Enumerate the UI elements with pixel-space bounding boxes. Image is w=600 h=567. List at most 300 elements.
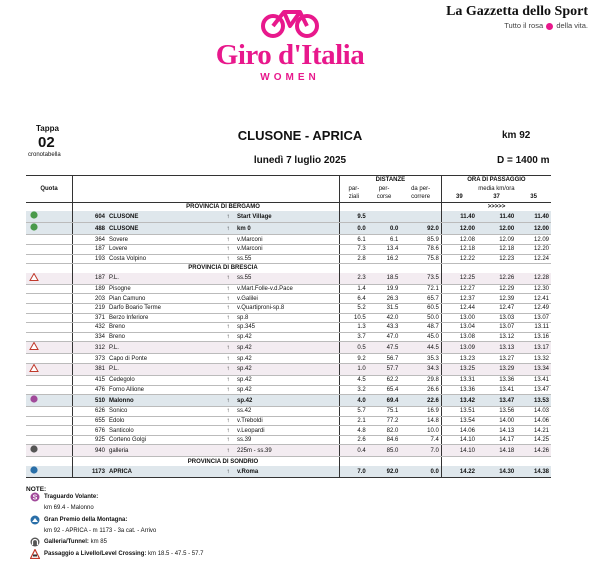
cell-time-39: 13.36 bbox=[441, 385, 477, 395]
cell-quota: 373 bbox=[73, 354, 108, 364]
cell-quota: 415 bbox=[73, 375, 108, 385]
cell-parziali: 3.7 bbox=[340, 332, 368, 342]
cell-time-37: 13.56 bbox=[477, 407, 516, 417]
note-gpm-text: km 92 - APRICA - m 1173 - 3a cat. - Arrivo bbox=[44, 528, 157, 534]
direction-arrow-icon: ↑ bbox=[221, 375, 235, 385]
direction-arrow-icon: ↑ bbox=[221, 363, 235, 375]
timetable: Quota DISTANZE ORA DI PASSAGGIO par- per- da per- media km/ora ziali corse correre 39 37 35 PROVINCIA DI BERGAMO >>>>> 604 CLUSONE ↑ Start Village 9.5 11.40 11.40 11.40 488 CLUSONE ↑ km 0 0.0 0.0 92.0 12.00 12.00 12.00 364 Sovere ↑ v.Marconi 6.1 6.1 85.9 12.08 12.09 12.09 187 Lovere ↑ v.Marconi 7.3 13.4 78.6 12.18 12.18 12.20 193 Costa Volpino ↑ ss.55 2.8 16.2 75.8 12.22 12.23 12.24 PROVINCIA DI BRESCIA 187 P.L. ↑ ss.55 2.3 18.5 73.5 12.25 12.26 12.28 189 Pisogne ↑ v.Mart.Folle-v.d.Pace 1.4 19.9 72.1 12.27 12.29 12.30 203 Pian Camuno ↑ v.Galilei 6.4 26.3 65.7 12.37 12.39 12.41 219 Darfo Boario Terme ↑ v.Quartiproni-sp.8 5.2 31.5 60.5 12.44 12.47 12.49 371 Berzo Inferiore ↑ sp.8 10.5 42.0 50.0 13.00 13.03 13.07 432 Breno ↑ sp.345 1.3 43.3 48.7 13.04 13.07 13.11 334 Breno ↑ sp.42 3.7 47.0 45.0 13.08 13.12 13.16 312 P.L. ↑ sp.42 0.5 47.5 44.5 13.09 13.13 13.17 373 Capo di Ponte ↑ sp.42 9.2 56.7 35.3 13.23 13.27 13.32 381 P.L. ↑ sp.42 1.0 57.7 34.3 13.25 13.29 13.34 415 Cedegolo ↑ sp.42 4.5 62.2 29.8 13.31 13.36 13.41 476 Forno Allione ↑ sp.42 3.2 65.4 26.6 13.36 13.41 13.47 510 Malonno ↑ sp.42 4.0 69.4 22.6 13.42 13.47 13.53 626 Sonico ↑ ss.42 5.7 75.1 16.9 13.51 13.56 14.03 655 Edolo ↑ v.Treboldi 2.1 77.2 14.8 13.54 14.00 14.06 676 Santicolo ↑ v.Leopardi 4.8 82.0 10.0 14.06 14.13 14.21 925 Corteno Golgi ↑ ss.39 2.6 84.6 7.4 14.10 14.17 14.25 940 galleria ↑ 225m - ss.39 0.4 85.0 7.0 14.10 14.18 14.26 PROVINCIA DI SONDRIO 1173 APRICA ↑ v.Roma 7.0 92.0 0.0 14.22 14.30 14.38 bbox=[26, 175, 551, 478]
cell-quota: 189 bbox=[73, 284, 108, 294]
table-row bbox=[26, 303, 551, 313]
cell-time-35: 13.17 bbox=[516, 342, 551, 354]
cell-parziali: 5.7 bbox=[340, 407, 368, 417]
cell-time-39: 13.25 bbox=[441, 363, 477, 375]
sponsor-logo bbox=[446, 4, 588, 30]
cell-parziali: 9.5 bbox=[340, 211, 368, 223]
table-row bbox=[26, 211, 551, 223]
cell-time-39: 12.44 bbox=[441, 303, 477, 313]
cell-percorsi: 92.0 bbox=[368, 466, 401, 478]
cell-da-percorrere: 45.0 bbox=[400, 332, 441, 342]
cell-parziali: 2.1 bbox=[340, 416, 368, 426]
sponsor-title: La Gazzetta dello Sport bbox=[446, 4, 588, 19]
cell-time-37: 13.47 bbox=[477, 395, 516, 407]
cell-time-39: 12.37 bbox=[441, 294, 477, 304]
giro-logo bbox=[210, 4, 370, 83]
cell-location: Sovere bbox=[107, 235, 221, 245]
col-distanze: DISTANZE bbox=[340, 176, 442, 185]
table-row bbox=[26, 385, 551, 395]
cell-da-percorrere: 7.0 bbox=[400, 445, 441, 457]
cell-percorsi bbox=[368, 211, 401, 223]
cell-parziali: 1.0 bbox=[340, 363, 368, 375]
cell-road: sp.345 bbox=[235, 323, 340, 333]
cell-time-35: 12.49 bbox=[516, 303, 551, 313]
col-da-percorrere: da per- bbox=[411, 185, 431, 192]
direction-arrow-icon: ↑ bbox=[221, 445, 235, 457]
table-row bbox=[26, 445, 551, 457]
cell-location: Capo di Ponte bbox=[107, 354, 221, 364]
row-icon bbox=[26, 342, 73, 354]
cell-percorsi: 31.5 bbox=[368, 303, 401, 313]
cell-road: Start Village bbox=[235, 211, 340, 223]
cell-quota: 334 bbox=[73, 332, 108, 342]
cell-quota: 203 bbox=[73, 294, 108, 304]
cell-time-37: 14.30 bbox=[477, 466, 516, 478]
table-row bbox=[26, 294, 551, 304]
cell-time-39: 12.00 bbox=[441, 223, 477, 235]
province-name: PROVINCIA DI BRESCIA bbox=[188, 265, 258, 272]
cell-da-percorrere: 85.9 bbox=[400, 235, 441, 245]
cell-quota: 187 bbox=[73, 273, 108, 285]
cell-quota: 626 bbox=[73, 407, 108, 417]
cell-percorsi: 77.2 bbox=[368, 416, 401, 426]
cell-time-37: 13.07 bbox=[477, 323, 516, 333]
cell-percorsi: 43.3 bbox=[368, 323, 401, 333]
cell-time-37: 12.23 bbox=[477, 254, 516, 264]
cell-time-37: 12.29 bbox=[477, 284, 516, 294]
cell-time-35: 13.53 bbox=[516, 395, 551, 407]
cell-da-percorrere: 50.0 bbox=[400, 313, 441, 323]
row-icon bbox=[26, 375, 73, 385]
direction-arrow-icon: ↑ bbox=[221, 342, 235, 354]
cell-da-percorrere: 22.6 bbox=[400, 395, 441, 407]
row-icon bbox=[26, 416, 73, 426]
table-row bbox=[26, 416, 551, 426]
cell-da-percorrere: 44.5 bbox=[400, 342, 441, 354]
cell-percorsi: 47.5 bbox=[368, 342, 401, 354]
cell-quota: 476 bbox=[73, 385, 108, 395]
cell-quota: 381 bbox=[73, 363, 108, 375]
cell-time-39: 13.42 bbox=[441, 395, 477, 407]
cell-time-35: 12.41 bbox=[516, 294, 551, 304]
cell-percorsi: 16.2 bbox=[368, 254, 401, 264]
cell-time-37: 12.47 bbox=[477, 303, 516, 313]
row-icon bbox=[26, 235, 73, 245]
table-row bbox=[26, 332, 551, 342]
row-icon bbox=[26, 313, 73, 323]
cell-road: v.Treboldi bbox=[235, 416, 340, 426]
cell-time-37: 14.17 bbox=[477, 435, 516, 445]
cell-road: v.Quartiproni-sp.8 bbox=[235, 303, 340, 313]
cell-da-percorrere: 75.8 bbox=[400, 254, 441, 264]
cell-time-35: 12.28 bbox=[516, 273, 551, 285]
cell-percorsi: 18.5 bbox=[368, 273, 401, 285]
svg-text:S: S bbox=[32, 494, 38, 502]
row-icon bbox=[26, 244, 73, 254]
cell-location: Forno Allione bbox=[107, 385, 221, 395]
cell-da-percorrere: 29.8 bbox=[400, 375, 441, 385]
direction-arrow-icon: ↑ bbox=[221, 254, 235, 264]
cell-da-percorrere: 34.3 bbox=[400, 363, 441, 375]
note-tunnel: Galleria/Tunnel: km 85 bbox=[44, 539, 107, 545]
cell-road: sp.42 bbox=[235, 363, 340, 375]
note-gpm-title: Gran Premio della Montagna: bbox=[44, 517, 128, 523]
arrows-marker: >>>>> bbox=[487, 204, 506, 211]
direction-arrow-icon: ↑ bbox=[221, 466, 235, 478]
note-level-crossing: Passaggio a Livello/Level Crossing: km 18.5 - 47.5 - 57.7 bbox=[44, 551, 204, 557]
cell-road: sp.42 bbox=[235, 375, 340, 385]
direction-arrow-icon: ↑ bbox=[221, 223, 235, 235]
cell-time-37: 11.40 bbox=[477, 211, 516, 223]
direction-arrow-icon: ↑ bbox=[221, 284, 235, 294]
direction-arrow-icon: ↑ bbox=[221, 416, 235, 426]
cell-road: 225m - ss.39 bbox=[235, 445, 340, 457]
province-row bbox=[26, 202, 551, 211]
row-icon bbox=[26, 407, 73, 417]
cell-parziali: 7.3 bbox=[340, 244, 368, 254]
direction-arrow-icon: ↑ bbox=[221, 395, 235, 407]
cell-time-35: 12.20 bbox=[516, 244, 551, 254]
table-row bbox=[26, 313, 551, 323]
table-row bbox=[26, 284, 551, 294]
cell-time-35: 12.30 bbox=[516, 284, 551, 294]
cell-da-percorrere: 0.0 bbox=[400, 466, 441, 478]
direction-arrow-icon: ↑ bbox=[221, 385, 235, 395]
sponsor-tagline: Tutto il rosa della vita. bbox=[504, 21, 588, 30]
row-icon bbox=[26, 211, 73, 223]
cell-road: v.Roma bbox=[235, 466, 340, 478]
cell-road: ss.39 bbox=[235, 435, 340, 445]
cell-time-37: 13.29 bbox=[477, 363, 516, 375]
row-icon bbox=[26, 294, 73, 304]
table-row bbox=[26, 407, 551, 417]
cell-location: Santicolo bbox=[107, 426, 221, 436]
cell-time-35: 13.41 bbox=[516, 375, 551, 385]
cell-time-35: 14.06 bbox=[516, 416, 551, 426]
row-icon bbox=[26, 273, 73, 285]
cell-da-percorrere: 92.0 bbox=[400, 223, 441, 235]
cell-road: sp.42 bbox=[235, 342, 340, 354]
cell-time-39: 13.23 bbox=[441, 354, 477, 364]
direction-arrow-icon: ↑ bbox=[221, 332, 235, 342]
cell-time-35: 14.38 bbox=[516, 466, 551, 478]
row-icon bbox=[26, 223, 73, 235]
cell-time-39: 12.08 bbox=[441, 235, 477, 245]
cell-parziali: 2.3 bbox=[340, 273, 368, 285]
sprint-icon bbox=[30, 492, 40, 502]
cell-percorsi: 84.6 bbox=[368, 435, 401, 445]
cell-time-35: 12.00 bbox=[516, 223, 551, 235]
cell-time-37: 12.09 bbox=[477, 235, 516, 245]
start-village-icon bbox=[28, 211, 40, 219]
col-media: media km/ora bbox=[441, 185, 551, 194]
tunnel-icon bbox=[28, 445, 40, 453]
stage-date: lunedì 7 luglio 2025 bbox=[253, 155, 347, 166]
cell-quota: 364 bbox=[73, 235, 108, 245]
row-icon bbox=[26, 332, 73, 342]
cell-time-39: 14.06 bbox=[441, 426, 477, 436]
cell-location: Costa Volpino bbox=[107, 254, 221, 264]
table-row bbox=[26, 466, 551, 478]
cell-time-39: 13.54 bbox=[441, 416, 477, 426]
cell-time-39: 13.09 bbox=[441, 342, 477, 354]
note-sprint-text: km 69.4 - Malonno bbox=[44, 505, 94, 511]
stage-length: km 92 bbox=[502, 130, 531, 141]
direction-arrow-icon: ↑ bbox=[221, 244, 235, 254]
row-icon bbox=[26, 426, 73, 436]
direction-arrow-icon: ↑ bbox=[221, 235, 235, 245]
sprint-icon bbox=[28, 395, 40, 403]
cell-parziali: 6.4 bbox=[340, 294, 368, 304]
row-icon bbox=[26, 466, 73, 478]
cell-time-39: 12.22 bbox=[441, 254, 477, 264]
province-name: PROVINCIA DI BERGAMO bbox=[186, 204, 260, 211]
cell-time-39: 12.18 bbox=[441, 244, 477, 254]
bicycle-icon bbox=[260, 4, 320, 38]
cell-quota: 510 bbox=[73, 395, 108, 407]
province-row bbox=[26, 457, 551, 466]
cell-location: CLUSONE bbox=[107, 211, 221, 223]
cell-time-39: 12.27 bbox=[441, 284, 477, 294]
cell-time-35: 14.21 bbox=[516, 426, 551, 436]
cell-time-39: 13.08 bbox=[441, 332, 477, 342]
col-percorsi: per- bbox=[378, 185, 390, 192]
direction-arrow-icon: ↑ bbox=[221, 323, 235, 333]
cell-road: ss.55 bbox=[235, 273, 340, 285]
elevation-gain: D = 1400 m bbox=[497, 155, 550, 166]
cell-road: sp.42 bbox=[235, 395, 340, 407]
table-row bbox=[26, 244, 551, 254]
cell-time-39: 14.10 bbox=[441, 445, 477, 457]
mountain-prize-icon bbox=[30, 515, 40, 525]
cell-quota: 488 bbox=[73, 223, 108, 235]
cell-da-percorrere: 14.8 bbox=[400, 416, 441, 426]
logo-text: Giro d'Italia bbox=[215, 39, 365, 71]
cell-time-39: 14.22 bbox=[441, 466, 477, 478]
cell-road: v.Galilei bbox=[235, 294, 340, 304]
direction-arrow-icon: ↑ bbox=[221, 426, 235, 436]
cell-location: Berzo Inferiore bbox=[107, 313, 221, 323]
cell-time-37: 12.26 bbox=[477, 273, 516, 285]
direction-arrow-icon: ↑ bbox=[221, 303, 235, 313]
cell-time-35: 12.24 bbox=[516, 254, 551, 264]
col-parziali: par- bbox=[340, 185, 368, 194]
cell-location: galleria bbox=[107, 445, 221, 457]
cell-time-39: 13.04 bbox=[441, 323, 477, 333]
row-icon bbox=[26, 303, 73, 313]
direction-arrow-icon: ↑ bbox=[221, 354, 235, 364]
cell-da-percorrere: 7.4 bbox=[400, 435, 441, 445]
cell-time-35: 13.32 bbox=[516, 354, 551, 364]
cell-location: Pian Camuno bbox=[107, 294, 221, 304]
cell-road: km 0 bbox=[235, 223, 340, 235]
cell-parziali: 0.0 bbox=[340, 223, 368, 235]
cell-da-percorrere: 65.7 bbox=[400, 294, 441, 304]
cell-quota: 193 bbox=[73, 254, 108, 264]
table-row bbox=[26, 273, 551, 285]
cell-location: Cedegolo bbox=[107, 375, 221, 385]
cell-percorsi: 42.0 bbox=[368, 313, 401, 323]
cell-quota: 1173 bbox=[73, 466, 108, 478]
cell-time-35: 13.07 bbox=[516, 313, 551, 323]
cell-location: Sonico bbox=[107, 407, 221, 417]
cell-parziali: 4.0 bbox=[340, 395, 368, 407]
table-row bbox=[26, 323, 551, 333]
row-icon bbox=[26, 385, 73, 395]
cell-quota: 925 bbox=[73, 435, 108, 445]
finish-icon bbox=[28, 466, 40, 474]
tappa-label: Tappa bbox=[36, 124, 59, 133]
cell-percorsi: 75.1 bbox=[368, 407, 401, 417]
speed-35: 35 bbox=[530, 194, 537, 201]
cell-percorsi: 85.0 bbox=[368, 445, 401, 457]
table-row bbox=[26, 426, 551, 436]
cell-percorsi: 13.4 bbox=[368, 244, 401, 254]
cell-da-percorrere: 73.5 bbox=[400, 273, 441, 285]
cell-road: sp.42 bbox=[235, 332, 340, 342]
table-row bbox=[26, 363, 551, 375]
row-icon bbox=[26, 363, 73, 375]
cell-percorsi: 56.7 bbox=[368, 354, 401, 364]
route-title: CLUSONE - APRICA bbox=[237, 128, 363, 143]
cell-time-37: 12.18 bbox=[477, 244, 516, 254]
cell-percorsi: 65.4 bbox=[368, 385, 401, 395]
cell-quota: 432 bbox=[73, 323, 108, 333]
province-name: PROVINCIA DI SONDRIO bbox=[187, 458, 259, 465]
direction-arrow-icon: ↑ bbox=[221, 407, 235, 417]
level-crossing-icon bbox=[28, 273, 40, 281]
cell-time-37: 13.12 bbox=[477, 332, 516, 342]
cell-location: Darfo Boario Terme bbox=[107, 303, 221, 313]
tappa-number: 02 bbox=[38, 134, 55, 151]
cell-time-37: 13.03 bbox=[477, 313, 516, 323]
cell-parziali: 2.8 bbox=[340, 254, 368, 264]
cell-percorsi: 62.2 bbox=[368, 375, 401, 385]
cell-time-37: 13.27 bbox=[477, 354, 516, 364]
province-row bbox=[26, 264, 551, 273]
level-crossing-icon bbox=[28, 364, 40, 372]
cell-location: APRICA bbox=[107, 466, 221, 478]
cell-percorsi: 6.1 bbox=[368, 235, 401, 245]
table-row bbox=[26, 435, 551, 445]
cell-quota: 312 bbox=[73, 342, 108, 354]
row-icon bbox=[26, 435, 73, 445]
cell-time-39: 13.00 bbox=[441, 313, 477, 323]
cell-road: sp.42 bbox=[235, 385, 340, 395]
direction-arrow-icon: ↑ bbox=[221, 211, 235, 223]
row-icon bbox=[26, 284, 73, 294]
cell-time-37: 13.13 bbox=[477, 342, 516, 354]
cell-da-percorrere: 60.5 bbox=[400, 303, 441, 313]
level-crossing-icon bbox=[28, 342, 40, 350]
cell-time-39: 13.51 bbox=[441, 407, 477, 417]
cell-time-39: 13.31 bbox=[441, 375, 477, 385]
cell-location: P.L. bbox=[107, 363, 221, 375]
cell-da-percorrere: 35.3 bbox=[400, 354, 441, 364]
direction-arrow-icon: ↑ bbox=[221, 273, 235, 285]
cell-quota: 604 bbox=[73, 211, 108, 223]
cell-da-percorrere: 26.6 bbox=[400, 385, 441, 395]
direction-arrow-icon: ↑ bbox=[221, 435, 235, 445]
row-icon bbox=[26, 445, 73, 457]
start-icon bbox=[28, 223, 40, 231]
cell-parziali: 3.2 bbox=[340, 385, 368, 395]
cell-time-35: 13.11 bbox=[516, 323, 551, 333]
cell-time-39: 12.25 bbox=[441, 273, 477, 285]
row-icon bbox=[26, 323, 73, 333]
cell-parziali: 7.0 bbox=[340, 466, 368, 478]
notes-title: NOTE: bbox=[26, 486, 47, 493]
logo-subtitle: WOMEN bbox=[260, 72, 320, 83]
cell-time-37: 14.00 bbox=[477, 416, 516, 426]
level-crossing-icon bbox=[30, 549, 40, 559]
cell-quota: 187 bbox=[73, 244, 108, 254]
table-row bbox=[26, 235, 551, 245]
speed-37: 37 bbox=[493, 194, 500, 201]
cell-parziali: 4.8 bbox=[340, 426, 368, 436]
cell-road: sp.42 bbox=[235, 354, 340, 364]
cell-percorsi: 26.3 bbox=[368, 294, 401, 304]
note-sprint-title: Traguardo Volante: bbox=[44, 494, 99, 500]
cell-road: v.Marconi bbox=[235, 244, 340, 254]
cell-percorsi: 19.9 bbox=[368, 284, 401, 294]
table-row bbox=[26, 395, 551, 407]
cell-da-percorrere: 78.6 bbox=[400, 244, 441, 254]
speed-39: 39 bbox=[441, 193, 477, 202]
table-row bbox=[26, 223, 551, 235]
cell-road: v.Mart.Folle-v.d.Pace bbox=[235, 284, 340, 294]
table-row bbox=[26, 354, 551, 364]
cell-da-percorrere bbox=[400, 211, 441, 223]
cell-location: Malonno bbox=[107, 395, 221, 407]
cell-percorsi: 0.0 bbox=[368, 223, 401, 235]
tunnel-icon bbox=[30, 537, 40, 547]
cell-quota: 219 bbox=[73, 303, 108, 313]
cell-quota: 655 bbox=[73, 416, 108, 426]
cell-quota: 676 bbox=[73, 426, 108, 436]
cell-da-percorrere: 16.9 bbox=[400, 407, 441, 417]
row-icon bbox=[26, 254, 73, 264]
cell-time-37: 12.00 bbox=[477, 223, 516, 235]
col-ora: ORA DI PASSAGGIO bbox=[441, 176, 551, 185]
cell-parziali: 1.4 bbox=[340, 284, 368, 294]
cell-da-percorrere: 10.0 bbox=[400, 426, 441, 436]
cell-time-35: 13.34 bbox=[516, 363, 551, 375]
cell-location: Lovere bbox=[107, 244, 221, 254]
cell-road: v.Marconi bbox=[235, 235, 340, 245]
table-row bbox=[26, 254, 551, 264]
cell-parziali: 10.5 bbox=[340, 313, 368, 323]
direction-arrow-icon: ↑ bbox=[221, 313, 235, 323]
row-icon bbox=[26, 395, 73, 407]
cell-time-37: 13.36 bbox=[477, 375, 516, 385]
col-quota: Quota bbox=[40, 185, 58, 192]
cell-parziali: 0.4 bbox=[340, 445, 368, 457]
cell-road: ss.42 bbox=[235, 407, 340, 417]
cell-location: CLUSONE bbox=[107, 223, 221, 235]
cell-time-35: 12.09 bbox=[516, 235, 551, 245]
table-row bbox=[26, 375, 551, 385]
cell-time-37: 13.41 bbox=[477, 385, 516, 395]
